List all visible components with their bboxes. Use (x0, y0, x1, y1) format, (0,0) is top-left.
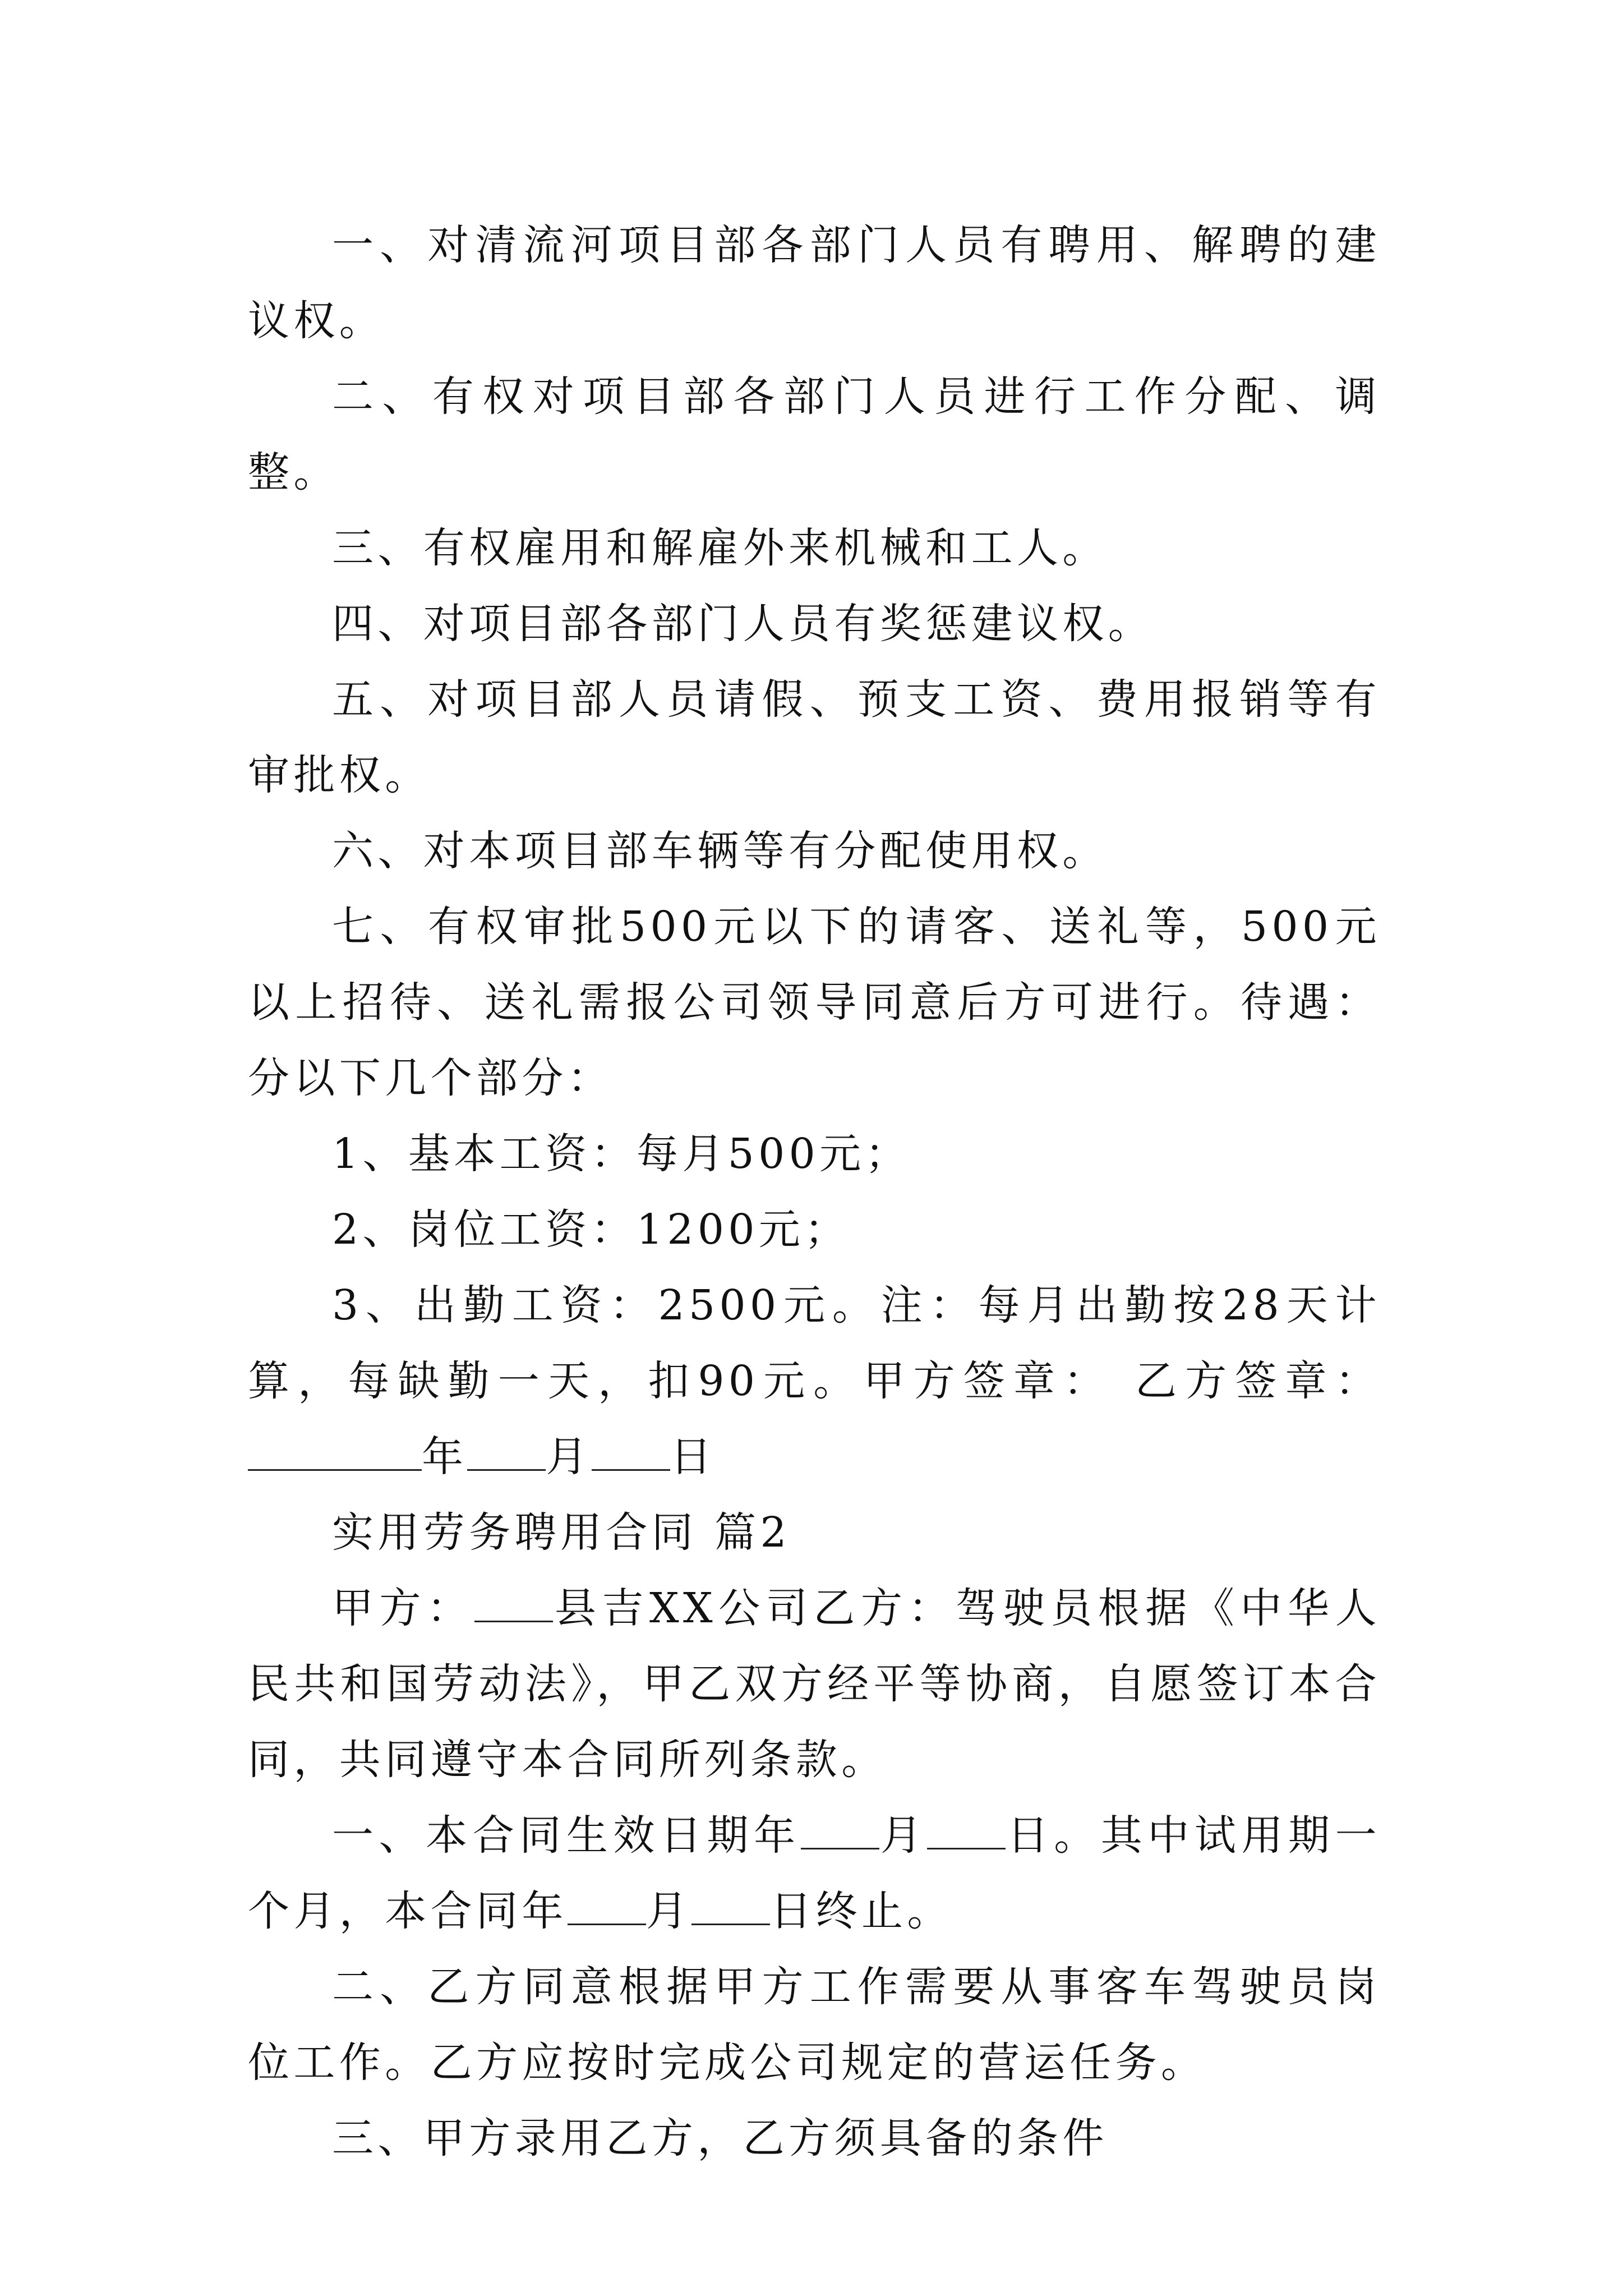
paragraph-13: 二、乙方同意根据甲方工作需要从事客车驾驶员岗位工作。乙方应按时完成公司规定的营运任务。 (248, 1963, 1381, 2087)
paragraph-10-text-4: 日 (670, 1433, 716, 1481)
paragraph-10-text-1: 3、出勤工资：2500元。注：每月出勤按28天计算，每缺勤一天，扣90元。甲方签章： 乙方签章： (248, 1281, 1381, 1405)
paragraph-2: 二、有权对项目部各部门人员进行工作分配、调整。 (248, 372, 1381, 496)
paragraph-8: 1、基本工资：每月500元； (332, 1130, 911, 1178)
paragraph-6: 六、对本项目部车辆等有分配使用权。 (332, 827, 1108, 875)
paragraph-4: 四、对项目部各部门人员有奖惩建议权。 (332, 600, 1154, 648)
paragraph-9: 2、岗位工资：1200元； (332, 1205, 850, 1254)
paragraph-3: 三、有权雇用和解雇外来机械和工人。 (332, 524, 1108, 572)
document-body (248, 208, 1381, 2177)
paragraph-12-text-4: 月 (645, 1887, 692, 1935)
signature-month-blank (467, 1432, 546, 1471)
paragraph-12-text-1: 一、本合同生效日期年 (332, 1811, 801, 1860)
paragraph-12-text-5: 日终止。 (770, 1887, 953, 1935)
signature-year-blank (248, 1432, 422, 1471)
paragraph-10-text-3: 月 (546, 1433, 592, 1481)
party-a-county-blank (474, 1583, 553, 1622)
signature-day-blank (592, 1432, 670, 1471)
paragraph-12 (248, 1798, 1381, 1949)
paragraph-10 (248, 1268, 1381, 1495)
section-heading: 实用劳务聘用合同 篇2 (332, 1508, 791, 1557)
paragraph-11-text-2: 县吉XX公司乙方：驾驶员根据《中华人民共和国劳动法》，甲乙双方经平等协商，自愿签订本合同，共同遵守本合同所列条款。 (248, 1584, 1381, 1784)
paragraph-11 (248, 1571, 1381, 1798)
paragraph-12-text-3: 日。其中试用期一个月，本合同年 (248, 1811, 1381, 1935)
paragraph-1: 一、对清流河项目部各部门人员有聘用、解聘的建议权。 (248, 221, 1381, 345)
paragraph-10-text-2: 年 (422, 1433, 468, 1481)
paragraph-5: 五、对项目部人员请假、预支工资、费用报销等有审批权。 (248, 675, 1381, 799)
paragraph-7: 七、有权审批500元以下的请客、送礼等，500元以上招待、送礼需报公司领导同意后方可进行。待遇：分以下几个部分： (248, 903, 1381, 1102)
paragraph-11-text-1: 甲方： (332, 1584, 474, 1632)
start-month-blank (801, 1810, 879, 1849)
paragraph-12-text-2: 月 (879, 1811, 928, 1860)
paragraph-14: 三、甲方录用乙方，乙方须具备的条件 (332, 2114, 1108, 2162)
end-month-blank (568, 1886, 646, 1925)
start-day-blank (927, 1810, 1006, 1849)
end-day-blank (691, 1886, 770, 1925)
